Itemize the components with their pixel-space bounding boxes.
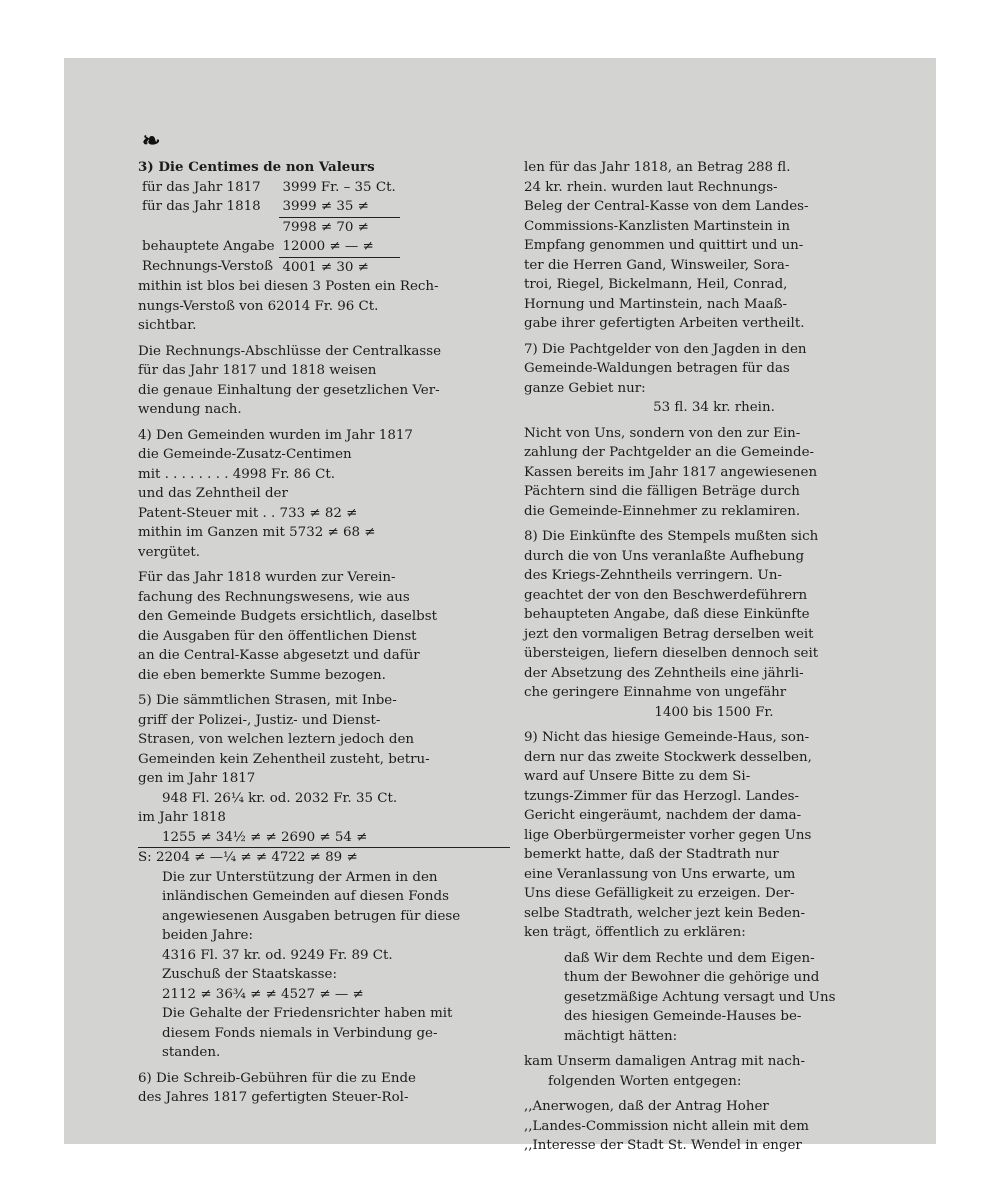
text-line: Strasen, von welchen leztern jedoch den xyxy=(138,732,415,747)
text-line: an die Central-Kasse abgesetzt und dafür xyxy=(138,648,420,663)
row-value: 4001 ≠ 30 ≠ xyxy=(282,259,369,275)
section-3 xyxy=(138,158,510,420)
text-line: 7) Die Pachtgelder von den Jagden in den xyxy=(524,341,807,357)
text-line: Gericht eingeräumt, nachdem der dama- xyxy=(524,808,802,823)
text-line: 6) Die Schreib-Gebühren für die zu Ende xyxy=(138,1070,416,1086)
text-line: gesetzmäßige Achtung versagt und Uns xyxy=(564,989,836,1005)
text-line: 24 kr. rhein. wurden laut Rechnungs- xyxy=(524,179,778,195)
text-line: Beleg der Central-Kasse von dem Landes- xyxy=(524,199,809,214)
text-line: ward auf Unsere Bitte zu dem Si- xyxy=(524,769,751,784)
row-label: für das Jahr 1817 xyxy=(142,179,261,195)
table-row xyxy=(138,217,400,237)
text-line: des hiesigen Gemeinde-Hauses be- xyxy=(564,1009,802,1024)
text-line: gabe ihrer gefertigten Arbeiten vertheilt. xyxy=(524,316,805,331)
text-line: ,,Interesse der Stadt St. Wendel in enger xyxy=(524,1138,802,1153)
text-line: Gemeinden kein Zehentheil zusteht, betru- xyxy=(138,751,430,767)
text-line: inländischen Gemeinden auf diesen Fonds xyxy=(162,889,449,904)
text-line: dern nur das zweite Stockwerk desselben, xyxy=(524,749,812,765)
text-line: im Jahr 1818 xyxy=(138,810,226,825)
text-line: des Kriegs-Zehntheils verringern. Un- xyxy=(524,568,782,583)
text-line: geachtet der von den Beschwerdeführern xyxy=(524,587,808,603)
row-label: behauptete Angabe xyxy=(142,239,275,255)
text-line: Hornung und Martinstein, nach Maaß- xyxy=(524,296,788,312)
text-line: tzungs-Zimmer für das Herzogl. Landes- xyxy=(524,788,800,804)
text-line: nungs-Verstoß von 62014 Fr. 96 Ct. xyxy=(138,298,379,314)
text-line: ,,Anerwogen, daß der Antrag Hoher xyxy=(524,1099,769,1114)
text-line: Die zur Unterstützung der Armen in den xyxy=(162,869,438,885)
text-line: standen. xyxy=(162,1045,221,1060)
text-line: 1400 bis 1500 Fr. xyxy=(654,704,774,720)
text-line: diesem Fonds niemals in Verbindung ge- xyxy=(162,1025,438,1041)
text-line: gen im Jahr 1817 xyxy=(138,771,256,786)
text-line: zahlung der Pachtgelder an die Gemeinde- xyxy=(524,445,815,460)
text-line: die eben bemerkte Summe bezogen. xyxy=(138,667,386,683)
text-line: wendung nach. xyxy=(138,402,242,417)
text-line: vergütet. xyxy=(138,544,201,560)
text-line: mit . . . . . . . . 4998 Fr. 86 Ct. xyxy=(138,466,335,482)
text-line: ganze Gebiet nur: xyxy=(524,380,646,396)
row-label: Rechnungs-Verstoß xyxy=(142,259,274,275)
text-line: eine Veranlassung von Uns erwarte, um xyxy=(524,866,796,882)
section-8 xyxy=(524,527,904,722)
text-line: ken trägt, öffentlich zu erklären: xyxy=(524,925,746,940)
centimes-table xyxy=(138,178,400,278)
text-line: 2112 ≠ 36¾ ≠ ≠ 4527 ≠ — ≠ xyxy=(162,986,364,1002)
row-label xyxy=(138,217,279,237)
text-line: che geringere Einnahme von ungefähr xyxy=(524,685,787,700)
text-line: Empfang genommen und quittirt und un- xyxy=(524,238,804,253)
text-line: Kassen bereits im Jahr 1817 angewiesenen xyxy=(524,464,818,480)
text-line: ,,Landes-Commission nicht allein mit dem xyxy=(524,1118,809,1134)
text-line: Pächtern sind die fälligen Beträge durch xyxy=(524,484,800,499)
section-6-continued xyxy=(524,158,904,334)
text-line: mithin ist blos bei diesen 3 Posten ein Rech- xyxy=(138,279,439,294)
text-line: bemerkt hatte, daß der Stadtrath nur xyxy=(524,847,779,862)
section-3-heading: 3) Die Centimes de non Valeurs xyxy=(138,159,375,175)
row-value: 7998 ≠ 70 ≠ xyxy=(282,219,369,235)
text-line: daß Wir dem Rechte und dem Eigen- xyxy=(564,950,815,966)
section-7 xyxy=(524,340,904,522)
text-line: behaupteten Angabe, daß diese Einkünfte xyxy=(524,607,810,622)
text-line: 9) Nicht das hiesige Gemeinde-Haus, son- xyxy=(524,730,810,745)
text-line: ter die Herren Gand, Winsweiler, Sora- xyxy=(524,257,790,273)
text-line: 4316 Fl. 37 kr. od. 9249 Fr. 89 Ct. xyxy=(162,947,393,963)
text-line: die Ausgaben für den öffentlichen Dienst xyxy=(138,628,417,644)
text-line: übersteigen, liefern dieselben dennoch seit xyxy=(524,646,819,661)
table-row xyxy=(138,178,400,198)
text-line: griff der Polizei-, Justiz- und Dienst- xyxy=(138,712,381,728)
text-line: jezt den vormaligen Betrag derselben weit xyxy=(524,626,814,642)
text-line: troi, Riegel, Bickelmann, Heil, Conrad, xyxy=(524,277,788,292)
text-line: 948 Fl. 26¼ kr. od. 2032 Fr. 35 Ct. xyxy=(162,790,398,806)
text-line: den Gemeinde Budgets ersichtlich, daselbst xyxy=(138,609,437,624)
table-row xyxy=(138,257,400,277)
text-line: selbe Stadtrath, welcher jezt kein Beden- xyxy=(524,905,805,921)
text-line: len für das Jahr 1818, an Betrag 288 fl. xyxy=(524,160,791,175)
text-line: die Gemeinde-Zusatz-Centimen xyxy=(138,447,352,462)
table-row xyxy=(138,237,400,257)
left-column xyxy=(138,158,510,1108)
text-line: Für das Jahr 1818 wurden zur Verein- xyxy=(138,570,396,585)
text-line: angewiesenen Ausgaben betrugen für diese xyxy=(162,908,461,924)
text-line: folgenden Worten entgegen: xyxy=(548,1073,742,1089)
text-line: Die Gehalte der Friedensrichter haben mit xyxy=(162,1006,453,1021)
section-9 xyxy=(524,728,904,1156)
quoted-statement xyxy=(524,949,904,1047)
text-line: die genaue Einhaltung der gesetzlichen Ver- xyxy=(138,382,440,398)
text-line: 1255 ≠ 34½ ≠ ≠ 2690 ≠ 54 ≠ xyxy=(138,828,510,849)
text-line: der Absetzung des Zehntheils eine jährli- xyxy=(524,665,804,681)
text-line: Gemeinde-Waldungen betragen für das xyxy=(524,361,790,376)
text-line: die Gemeinde-Einnehmer zu reklamiren. xyxy=(524,503,801,519)
row-value: 12000 ≠ — ≠ xyxy=(279,237,400,257)
text-line: Commissions-Kanzlisten Martinstein in xyxy=(524,218,791,234)
page-mark: ❧ xyxy=(142,128,161,154)
text-line: und das Zehntheil der xyxy=(138,486,288,501)
row-value: 3999 Fr. – 35 Ct. xyxy=(282,179,396,195)
text-line: S: 2204 ≠ —¼ ≠ ≠ 4722 ≠ 89 ≠ xyxy=(138,850,358,865)
text-line: fachung des Rechnungswesens, wie aus xyxy=(138,589,410,605)
table-row xyxy=(138,197,400,217)
text-line: 8) Die Einkünfte des Stempels mußten sich xyxy=(524,529,819,544)
section-5 xyxy=(138,691,510,1063)
text-line: des Jahres 1817 gefertigten Steuer-Rol- xyxy=(138,1090,409,1105)
text-line: mithin im Ganzen mit 5732 ≠ 68 ≠ xyxy=(138,525,376,540)
text-line: Die Rechnungs-Abschlüsse der Centralkasse xyxy=(138,343,442,359)
text-line: sichtbar. xyxy=(138,318,197,333)
text-line: beiden Jahre: xyxy=(162,928,253,943)
text-line: kam Unserm damaligen Antrag mit nach- xyxy=(524,1054,806,1069)
text-line: Uns diese Gefälligkeit zu erzeigen. Der- xyxy=(524,886,795,901)
text-line: Nicht von Uns, sondern von den zur Ein- xyxy=(524,425,801,441)
scanned-page xyxy=(64,58,936,1153)
section-4 xyxy=(138,426,510,686)
row-label: für das Jahr 1818 xyxy=(142,199,261,215)
text-line: 5) Die sämmtlichen Strasen, mit Inbe- xyxy=(138,693,397,708)
text-line: Patent-Steuer mit . . 733 ≠ 82 ≠ xyxy=(138,505,358,521)
row-value: 3999 ≠ 35 ≠ xyxy=(279,197,400,217)
right-column xyxy=(524,158,904,1156)
text-line: 53 fl. 34 kr. rhein. xyxy=(653,400,775,415)
text-line: durch die von Uns veranlaßte Aufhebung xyxy=(524,548,805,564)
section-6 xyxy=(138,1069,510,1108)
text-line: thum der Bewohner die gehörige und xyxy=(564,970,820,985)
text-line: Zuschuß der Staatskasse: xyxy=(162,967,337,982)
text-line: mächtigt hätten: xyxy=(564,1028,678,1044)
text-line: für das Jahr 1817 und 1818 weisen xyxy=(138,363,377,378)
text-line: 4) Den Gemeinden wurden im Jahr 1817 xyxy=(138,427,413,443)
text-line: lige Oberbürgermeister vorher gegen Uns xyxy=(524,827,812,843)
